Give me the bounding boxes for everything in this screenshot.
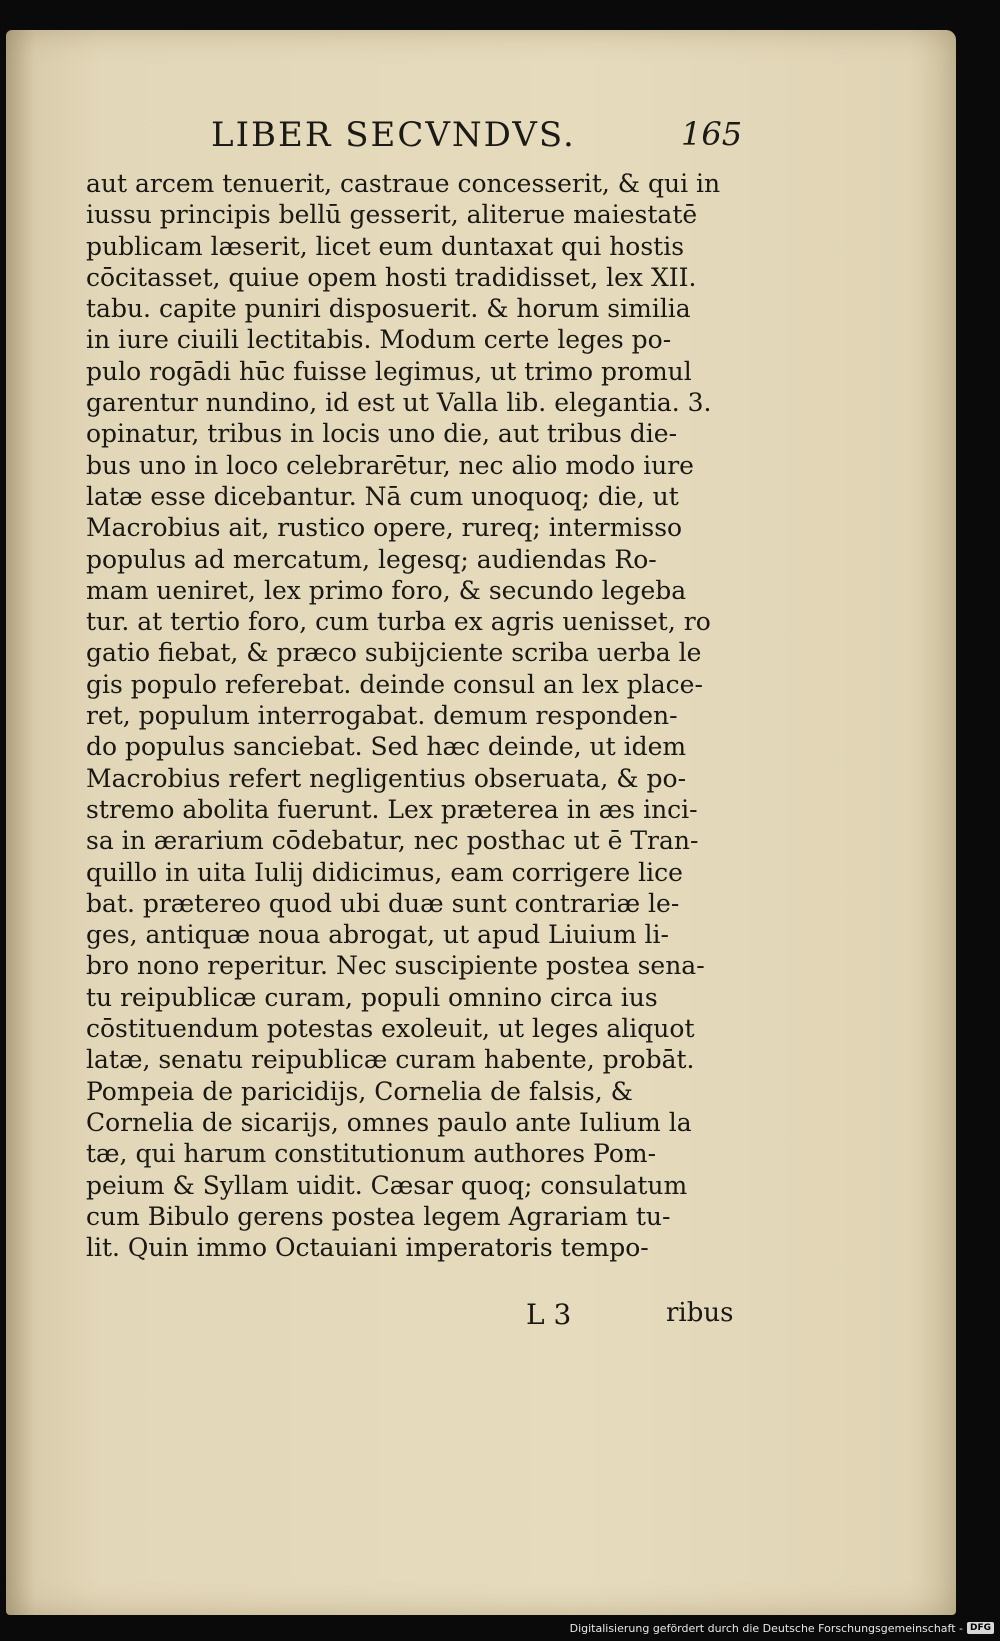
text-line: Macrobius refert negligentius obseruata, & po- — [86, 763, 687, 793]
running-head — [6, 115, 956, 165]
text-line: sa in ærarium cōdebatur, nec posthac ut ē Tran- — [86, 826, 699, 856]
text-line: tu reipublicæ curam, populi omnino circa ius — [86, 982, 658, 1012]
text-line: stremo abolita fuerunt. Lex præterea in æs inci- — [86, 794, 698, 824]
text-line: latæ esse dicebantur. Nā cum unoquoq; die, ut — [86, 481, 679, 511]
text-line: gis populo referebat. deinde consul an lex place- — [86, 669, 703, 699]
text-block — [86, 168, 756, 1263]
text-line: pulo rogādi hūc fuisse legimus, ut trimo promul — [86, 356, 692, 386]
text-line: in iure ciuili lectitabis. Modum certe leges po- — [86, 325, 672, 355]
text-line: tabu. capite puniri disposuerit. & horum similia — [86, 294, 691, 324]
text-line: do populus sanciebat. Sed hæc deinde, ut idem — [86, 732, 687, 762]
text-line: garentur nundino, id est ut Valla lib. elegantia. 3. — [86, 388, 712, 418]
digitization-footer — [570, 1619, 994, 1637]
folio-number: 165 — [681, 115, 743, 153]
text-line: bro nono reperitur. Nec suscipiente postea sena- — [86, 951, 705, 981]
catchword: ribus — [666, 1298, 734, 1328]
text-line: latæ, senatu reipublicæ curam habente, probāt. — [86, 1045, 695, 1075]
text-line: tæ, qui harum constitutionum authores Pom- — [86, 1139, 657, 1169]
text-line: cum Bibulo gerens postea legem Agrariam tu- — [86, 1201, 671, 1231]
text-line: ret, populum interrogabat. demum responden- — [86, 701, 678, 731]
signature-mark: L 3 — [526, 1298, 572, 1331]
text-line: lit. Quin immo Octauiani imperatoris tempo- — [86, 1233, 649, 1263]
text-line: cōcitasset, quiue opem hosti tradidisset, lex XII. — [86, 262, 697, 292]
text-line: bat. prætereo quod ubi duæ sunt contrariæ le- — [86, 888, 680, 918]
text-line: gatio fiebat, & præco subijciente scriba uerba le — [86, 638, 702, 668]
funding-notice: Digitalisierung gefördert durch die Deutsche Forschungsgemeinschaft - — [569, 1621, 963, 1635]
text-line: peium & Syllam uidit. Cæsar quoq; consulatum — [86, 1170, 688, 1200]
text-line: cōstituendum potestas exoleuit, ut leges aliquot — [86, 1014, 695, 1044]
text-line: quillo in uita Iulij didicimus, eam corrigere lice — [86, 857, 683, 887]
text-line: mam ueniret, lex primo foro, & secundo legeba — [86, 575, 687, 605]
book-page — [6, 30, 956, 1615]
text-line: populus ad mercatum, legesq; audiendas Ro- — [86, 544, 657, 574]
dfg-logo: DFG — [967, 1622, 994, 1634]
text-line: aut arcem tenuerit, castraue concesserit, & qui in — [86, 169, 721, 198]
text-line: ges, antiquæ noua abrogat, ut apud Liuium li- — [86, 920, 669, 950]
text-line: Pompeia de paricidijs, Cornelia de falsis, & — [86, 1076, 633, 1106]
text-line: bus uno in loco celebrarētur, nec alio modo iure — [86, 450, 694, 480]
text-line: Macrobius ait, rustico opere, rureq; intermisso — [86, 513, 683, 543]
text-line: tur. at tertio foro, cum turba ex agris uenisset, ro — [86, 607, 711, 637]
text-line: iussu principis bellū gesserit, aliterue maiestatē — [86, 200, 698, 230]
page-foot — [6, 1298, 956, 1338]
text-line: opinatur, tribus in locis uno die, aut tribus die- — [86, 419, 678, 449]
text-line: Cornelia de sicarijs, omnes paulo ante Iulium la — [86, 1107, 692, 1137]
text-line: publicam læserit, licet eum duntaxat qui hostis — [86, 231, 685, 261]
running-head-title: LIBER SECVNDVS. — [211, 115, 576, 155]
